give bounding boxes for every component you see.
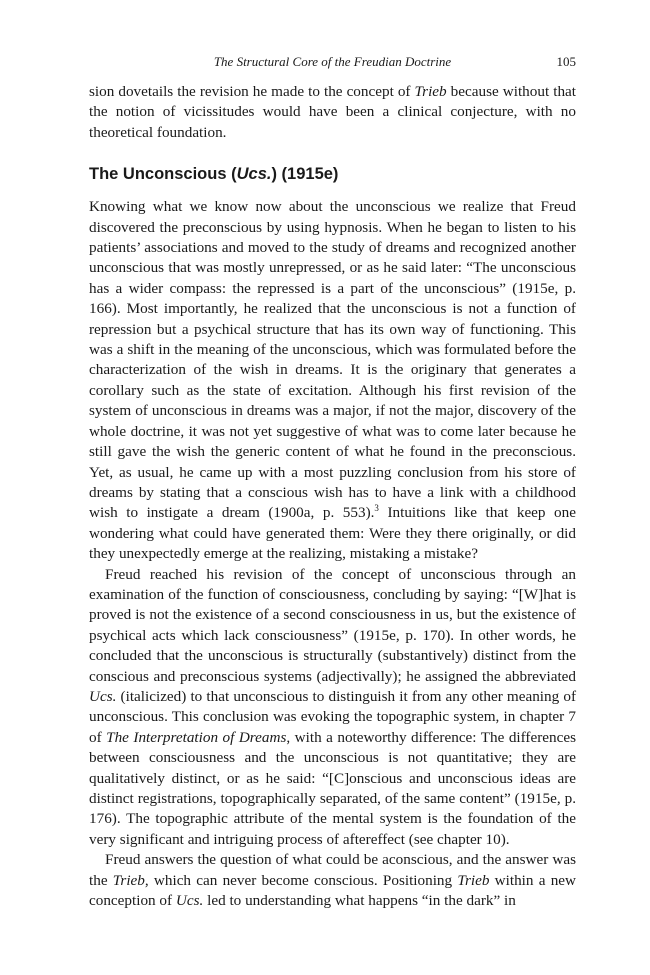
paragraph-continued: sion dovetails the revision he made to the concept of Trieb because without that the notion of vicissitudes would have been a clinical conjecture, with no theoretical foundation. <box>89 83 576 141</box>
footnote-ref: 3 <box>374 503 379 514</box>
running-title: The Structural Core of the Freudian Doctrine <box>213 54 452 69</box>
page-number: 105 <box>556 54 576 69</box>
paragraph-2: Freud reached his revision of the concept of unconscious through an examination of the function of consciousness, concluding by saying: “[W]hat is proved is not the existence of a second consciousness in us, but the existence of psychical acts which lack consciousness” (1915e, p. 170). In other words, he concluded that the unconscious is structurally (substantively) distinct from the conscious and preconscious systems (adjectivally); he assigned the abbreviated Ucs. (italicized) to that unconscious to distinguish it from any other meaning of unconscious. This conclusion was evoking the topographic system, in chapter 7 of The Interpretation of Dreams, with a noteworthy difference: The differences between consciousness and the unconscious is not quantitative; they are qualitatively distinct, or as he said: “[C]onscious and unconscious ideas are distinct registrations, topographically separated, of the same content” (1915e, p. 176). The topographic attribute of the mental system is the foundation of the very significant and intriguing process of aftereffect (see chapter 10). <box>89 565 577 848</box>
paragraph-1: Knowing what we know now about the unconscious we realize that Freud discovered the preconscious by using hypnosis. When he began to listen to his patients’ associations and moved to the study of dreams and recognized another unconscious that was mostly unrepressed, or as he said later: “The unconscious has a wider compass: the repressed is a part of the unconscious” (1915e, p. 166). Most importantly, he realized that the unconscious is not a function of repression but a psychical structure that has its own way of functioning. This was a shift in the meaning of the unconscious, which was formulated before the characterization of the wish in dreams. It is the originary that generates a corollary such as the state of excitation. Although his first revision of the system of unconscious in dreams was a major, if not the major, discovery of the whole doctrine, it was not yet suggestive of what was to come later because he still gave the wish the generic content of what he found in the preconscious. Yet, as usual, he came up with a most puzzling conclusion from his store of dreams by stating that a conscious wish has to have a link with a childhood wish to instigate a dream (1900a, p. 553).$^3$ Intuitions like that keep one wondering what could have generated them: Were they there originally, or did they unexpectedly emerge at the realizing, mistaking a mistake? <box>89 198 576 563</box>
section-heading: The Unconscious (Ucs.) (1915e) <box>89 165 339 184</box>
paragraph-3: Freud answers the question of what could be aconscious, and the answer was the Trieb, which can never become conscious. Positioning Trieb within a new conception of Ucs. led to understanding what happens “in the dark” in <box>89 851 576 910</box>
running-head <box>89 52 576 72</box>
